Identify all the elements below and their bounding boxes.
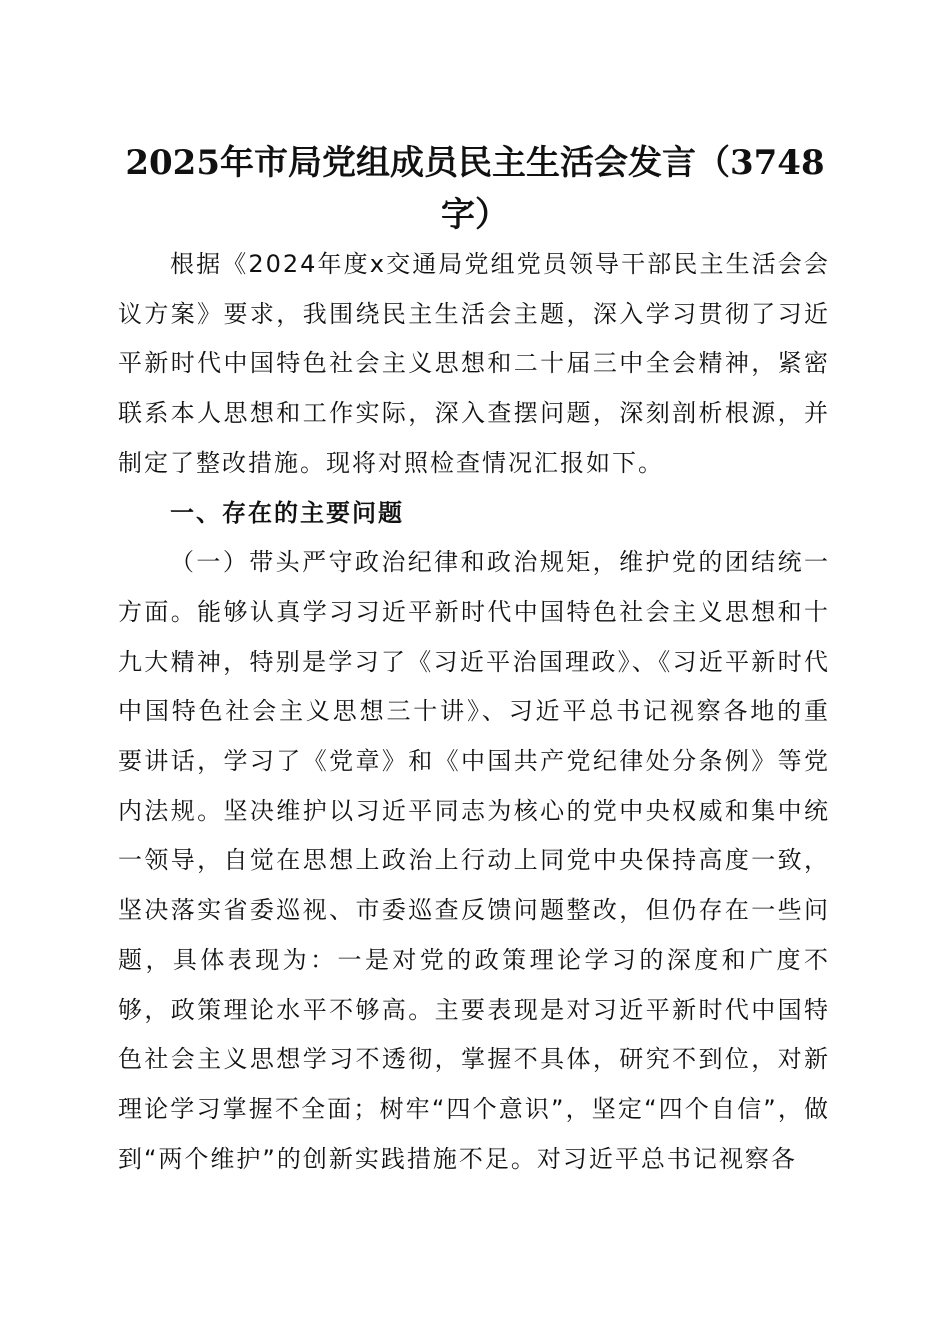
body-paragraph: （一）带头严守政治纪律和政治规矩，维护党的团结统一方面。能够认真学习习近平新时代中国特色社会主义思想和十九大精神，特别是学习了《习近平治国理政》、《习近平新时代中国特色社会主义思想三十讲》、习近平总书记视察各地的重要讲话，学习了《党章》和《中国共产党纪律处分条例》等党内法规。坚决维护以习近平同志为核心的党中央权威和集中统一领导，自觉在思想上政治上行动上同党中央保持高度一致，坚决落实省委巡视、市委巡查反馈问题整改，但仍存在一些问题，具体表现为：一是对党的政策理论学习的深度和广度不够，政策理论水平不够高。主要表现是对习近平新时代中国特色社会主义思想学习不透彻，掌握不具体，研究不到位，对新理论学习掌握不全面；树牢“四个意识”，坚定“四个自信”，做到“两个维护”的创新实践措施不足。对习近平总书记视察各 <box>118 548 830 1173</box>
intro-paragraph: 根据《2024年度x交通局党组党员领导干部民主生活会会议方案》要求，我围绕民主生活会主题，深入学习贯彻了习近平新时代中国特色社会主义思想和二十届三中全会精神，紧密联系本人思想和工作实际，深入查摆问题，深刻剖析根源，并制定了整改措施。现将对照检查情况汇报如下。 <box>118 250 830 477</box>
document-title: 2025年市局党组成员民主生活会发言（3748字） <box>125 143 825 235</box>
document-body <box>118 240 830 1184</box>
section-heading: 一、存在的主要问题 <box>170 498 404 527</box>
